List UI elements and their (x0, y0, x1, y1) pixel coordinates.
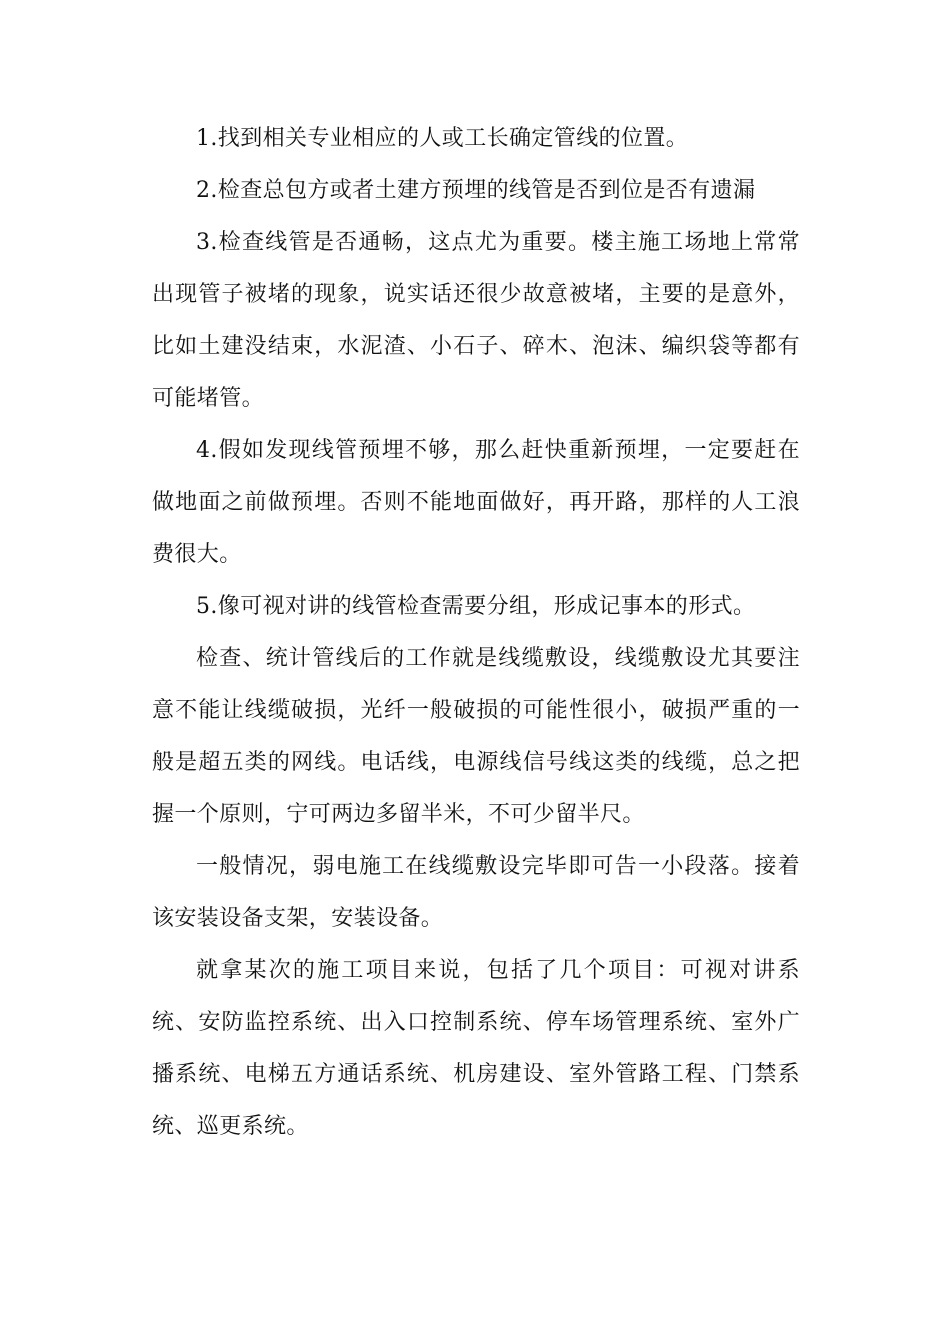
document-body (152, 113, 800, 1153)
paragraph-project-example: 就拿某次的施工项目来说，包括了几个项目：可视对讲系统、安防监控系统、出入口控制系统、停车场管理系统、室外广播系统、电梯五方通话系统、机房建设、室外管路工程、门禁系统、巡更系统。 (152, 958, 800, 1139)
paragraph-general-situation: 一般情况，弱电施工在线缆敷设完毕即可告一小段落。接着该安装设备支架，安装设备。 (152, 854, 800, 931)
paragraph-step-2: 2.检查总包方或者土建方预埋的线管是否到位是否有遗漏 (196, 178, 756, 203)
paragraph-cable-laying: 检查、统计管线后的工作就是线缆敷设，线缆敷设尤其要注意不能让线缆破损，光纤一般破损的可能性很小，破损严重的一般是超五类的网线。电话线，电源线信号线这类的线缆，总之把握一个原则，宁可两边多留半米，不可少留半尺。 (152, 646, 800, 827)
paragraph-step-5: 5.像可视对讲的线管检查需要分组，形成记事本的形式。 (196, 594, 756, 619)
paragraph-step-1: 1.找到相关专业相应的人或工长确定管线的位置。 (196, 126, 689, 151)
paragraph-step-4: 4.假如发现线管预埋不够，那么赶快重新预埋，一定要赶在做地面之前做预埋。否则不能地面做好，再开路，那样的人工浪费很大。 (152, 438, 800, 567)
paragraph-step-3: 3.检查线管是否通畅，这点尤为重要。楼主施工场地上常常出现管子被堵的现象，说实话还很少故意被堵，主要的是意外，比如土建没结束，水泥渣、小石子、碎木、泡沫、编织袋等都有可能堵管。 (152, 230, 800, 411)
